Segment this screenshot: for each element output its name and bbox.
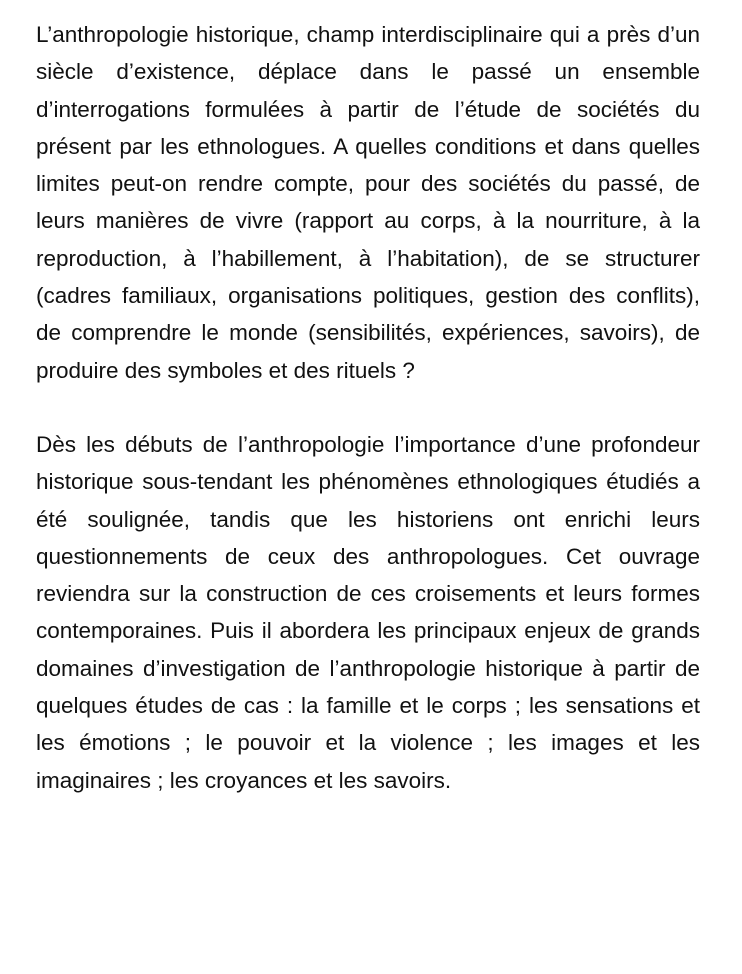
document-body <box>36 16 700 799</box>
paragraph-outline: Dès les débuts de l’anthropologie l’importance d’une profondeur historique sous-tendant les phénomènes ethnologiques étudiés a été soulignée, tandis que les historiens ont enrichi leurs questionnements de ceux des anthropologues. Cet ouvrage reviendra sur la construction de ces croisements et leurs formes contemporaines. Puis il abordera les principaux enjeux de grands domaines d’investigation de l’anthropologie historique à partir de quelques études de cas : la famille et le corps ; les sensations et les émotions ; le pouvoir et la violence ; les images et les imaginaires ; les croyances et les savoirs. <box>36 431 700 793</box>
paragraph-intro: L’anthropologie historique, champ interdisciplinaire qui a près d’un siècle d’existence, déplace dans le passé un ensemble d’interrogations formulées à partir de l’étude de sociétés du présent par les ethnologues. A quelles conditions et dans quelles limites peut-on rendre compte, pour des sociétés du passé, de leurs manières de vivre (rapport au corps, à la nourriture, à la reproduction, à l’habillement, à l’habitation), de se structurer (cadres familiaux, organisations politiques, gestion des conflits), de comprendre le monde (sensibilités, expériences, savoirs), de produire des symboles et des rituels ? <box>36 22 700 383</box>
paragraph-spacer <box>36 389 700 426</box>
